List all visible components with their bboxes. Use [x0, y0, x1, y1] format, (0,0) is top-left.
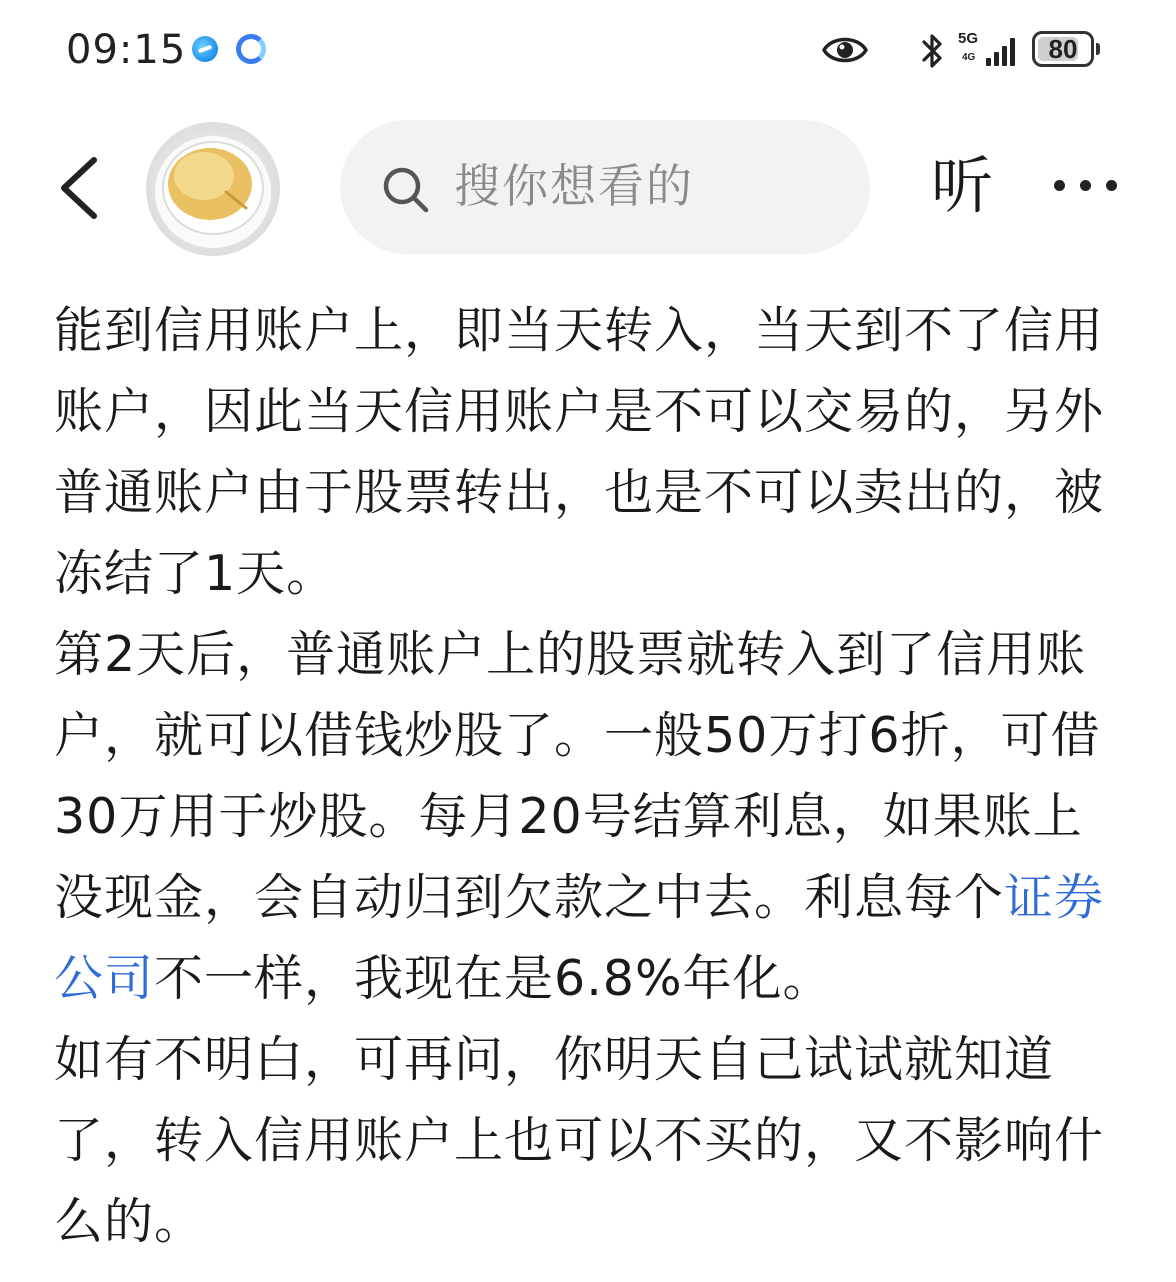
search-placeholder: 搜你想看的: [454, 159, 694, 213]
status-time: 09:15: [66, 27, 187, 73]
search-icon: [380, 164, 432, 216]
article-paragraph-3: 如有不明白，可再问，你明天自己试试就知道了，转入信用账户上也可以不买的，又不影响什么的。: [54, 1031, 1105, 1250]
network-sub-label: 4G: [962, 52, 976, 63]
article-paragraph-2: [54, 614, 1122, 1019]
article-paragraph-2-text: 第2天后，普通账户上的股票就转入到了信用账户，就可以借钱炒股了。一般50万打6折，可借30万用于炒股。每月20号结算利息，如果账上没现金，会自动归到欠款之中去。利息每个: [54, 626, 1101, 926]
more-options-button[interactable]: [1050, 166, 1120, 206]
search-input[interactable]: [340, 120, 870, 254]
signal-icon: [956, 30, 1022, 70]
securities-company-link[interactable]: 证券公司: [54, 869, 1105, 1007]
eye-icon: [822, 30, 868, 70]
notification-app-icon: [192, 36, 218, 62]
article-body: [54, 290, 1122, 1262]
status-bar: [0, 0, 1176, 100]
more-dot-icon: [1106, 180, 1117, 191]
article-paragraph-2-rest: 不一样，我现在是6.8%年化。: [154, 950, 833, 1007]
network-type-label: 5G: [958, 30, 979, 47]
battery-indicator: [1032, 31, 1094, 67]
article-paragraph-1: 能到信用账户上，即当天转入，当天到不了信用账户，因此当天信用账户是不可以交易的，另外普通账户由于股票转出，也是不可以卖出的，被冻结了1天。: [54, 302, 1105, 602]
back-button[interactable]: [44, 146, 114, 230]
top-nav-bar: [0, 110, 1176, 270]
more-dot-icon: [1080, 180, 1091, 191]
bluetooth-icon: [920, 32, 946, 70]
notification-app-icon-2: [236, 34, 266, 64]
tea-cup-avatar-image: [146, 122, 280, 256]
avatar[interactable]: [146, 122, 280, 256]
more-dot-icon: [1054, 180, 1065, 191]
listen-button[interactable]: 听: [930, 149, 993, 222]
battery-level-text: 80: [1048, 34, 1078, 64]
